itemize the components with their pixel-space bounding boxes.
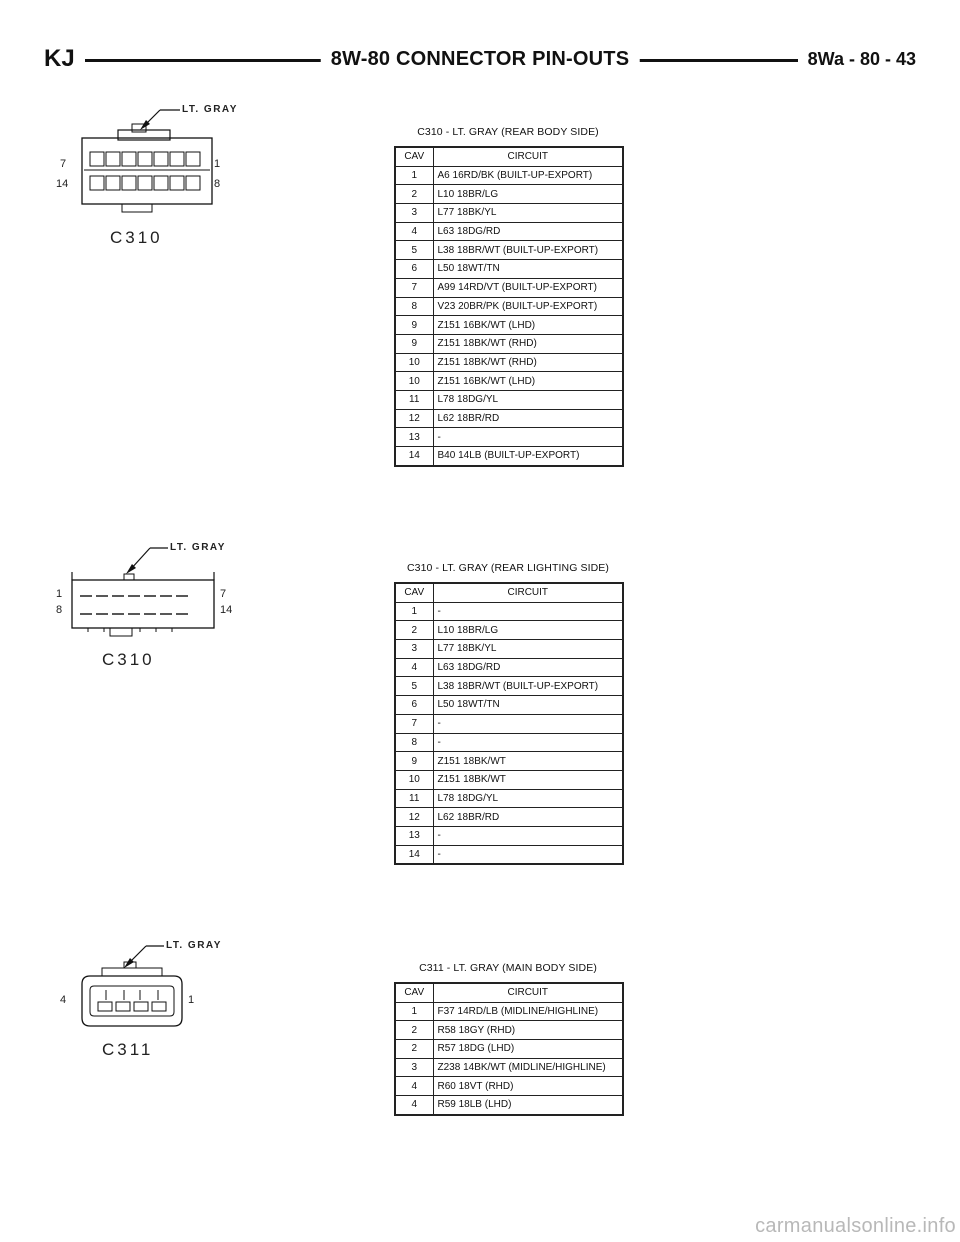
circuit-description: - xyxy=(433,845,623,864)
table-header-row xyxy=(395,147,623,166)
cavity-number: 4 xyxy=(395,1096,433,1115)
table-row xyxy=(395,733,623,752)
circuit-description: R59 18LB (LHD) xyxy=(433,1096,623,1115)
pin-number-top-right: 7 xyxy=(220,588,227,600)
column-header-cav: CAV xyxy=(395,147,433,166)
table-row xyxy=(395,204,623,223)
circuit-description: A6 16RD/BK (BUILT-UP-EXPORT) xyxy=(433,166,623,185)
circuit-description: - xyxy=(433,602,623,621)
cavity-number: 1 xyxy=(395,166,433,185)
table-title: C310 - LT. GRAY (REAR LIGHTING SIDE) xyxy=(407,562,609,574)
pinout-table-c311-body xyxy=(394,962,622,1116)
circuit-description: L77 18BK/YL xyxy=(433,204,623,223)
circuit-description: - xyxy=(433,826,623,845)
table-row xyxy=(395,658,623,677)
cavity-number: 7 xyxy=(395,714,433,733)
connector-diagram-c310-body xyxy=(40,100,260,280)
cavity-number: 4 xyxy=(395,658,433,677)
table-body xyxy=(395,166,623,466)
cavity-number: 5 xyxy=(395,677,433,696)
table-title: C311 - LT. GRAY (MAIN BODY SIDE) xyxy=(419,962,597,974)
pin-number-bottom-right: 14 xyxy=(220,604,233,616)
circuit-description: L63 18DG/RD xyxy=(433,222,623,241)
pinout-table-c310-body xyxy=(394,126,622,467)
table-row xyxy=(395,602,623,621)
circuit-description: B40 14LB (BUILT-UP-EXPORT) xyxy=(433,447,623,466)
circuit-description: L62 18BR/RD xyxy=(433,409,623,428)
pinout-table xyxy=(394,982,624,1116)
circuit-description: L63 18DG/RD xyxy=(433,658,623,677)
table-title: C310 - LT. GRAY (REAR BODY SIDE) xyxy=(417,126,599,138)
circuit-description: L62 18BR/RD xyxy=(433,808,623,827)
table-row xyxy=(395,808,623,827)
table-row xyxy=(395,770,623,789)
table-row xyxy=(395,166,623,185)
table-body xyxy=(395,1002,623,1115)
connector-diagram-c311-body xyxy=(40,936,260,1116)
circuit-description: V23 20BR/PK (BUILT-UP-EXPORT) xyxy=(433,297,623,316)
table-row xyxy=(395,390,623,409)
table-row xyxy=(395,752,623,771)
cavity-number: 2 xyxy=(395,1021,433,1040)
circuit-description: L38 18BR/WT (BUILT-UP-EXPORT) xyxy=(433,241,623,260)
table-row xyxy=(395,621,623,640)
circuit-description: Z151 18BK/WT (RHD) xyxy=(433,353,623,372)
circuit-description: Z238 14BK/WT (MIDLINE/HIGHLINE) xyxy=(433,1058,623,1077)
circuit-description: R57 18DG (LHD) xyxy=(433,1040,623,1059)
pin-number-bottom-left: 14 xyxy=(56,178,69,190)
cavity-number: 12 xyxy=(395,808,433,827)
table-row xyxy=(395,696,623,715)
circuit-description: R60 18VT (RHD) xyxy=(433,1077,623,1096)
column-header-cav: CAV xyxy=(395,983,433,1002)
cavity-number: 10 xyxy=(395,770,433,789)
cavity-number: 6 xyxy=(395,696,433,715)
circuit-description: - xyxy=(433,428,623,447)
table-row xyxy=(395,789,623,808)
header-page-number: 8Wa - 80 - 43 xyxy=(798,46,916,72)
circuit-description: Z151 18BK/WT xyxy=(433,770,623,789)
cavity-number: 13 xyxy=(395,826,433,845)
cavity-number: 2 xyxy=(395,185,433,204)
pin-number-right: 1 xyxy=(188,994,195,1006)
cavity-number: 9 xyxy=(395,752,433,771)
pin-number-top-left: 7 xyxy=(60,158,67,170)
connector-label: C310 xyxy=(102,650,155,669)
cavity-number: 12 xyxy=(395,409,433,428)
pinout-table-c310-lighting xyxy=(394,562,622,865)
cavity-number: 2 xyxy=(395,621,433,640)
watermark: carmanualsonline.info xyxy=(755,1215,956,1237)
table-row xyxy=(395,260,623,279)
page-header xyxy=(44,44,916,74)
cavity-number: 9 xyxy=(395,316,433,335)
color-callout: LT. GRAY xyxy=(166,940,222,951)
table-row xyxy=(395,222,623,241)
table-row xyxy=(395,185,623,204)
table-row xyxy=(395,409,623,428)
circuit-description: - xyxy=(433,714,623,733)
circuit-description: L10 18BR/LG xyxy=(433,185,623,204)
circuit-description: R58 18GY (RHD) xyxy=(433,1021,623,1040)
pinout-table xyxy=(394,582,624,865)
cavity-number: 7 xyxy=(395,278,433,297)
cavity-number: 8 xyxy=(395,297,433,316)
cavity-number: 10 xyxy=(395,372,433,391)
circuit-description: Z151 16BK/WT (LHD) xyxy=(433,372,623,391)
cavity-number: 2 xyxy=(395,1040,433,1059)
color-callout: LT. GRAY xyxy=(170,542,226,553)
cavity-number: 4 xyxy=(395,1077,433,1096)
table-header-row xyxy=(395,583,623,602)
cavity-number: 14 xyxy=(395,447,433,466)
pin-number-bottom-left: 8 xyxy=(56,604,63,616)
table-header-row xyxy=(395,983,623,1002)
circuit-description: Z151 18BK/WT xyxy=(433,752,623,771)
circuit-description: L50 18WT/TN xyxy=(433,260,623,279)
circuit-description: A99 14RD/VT (BUILT-UP-EXPORT) xyxy=(433,278,623,297)
table-row xyxy=(395,334,623,353)
cavity-number: 6 xyxy=(395,260,433,279)
table-row xyxy=(395,353,623,372)
cavity-number: 11 xyxy=(395,789,433,808)
header-section-title: 8W-80 CONNECTOR PIN-OUTS xyxy=(321,46,640,72)
column-header-circuit: CIRCUIT xyxy=(433,983,623,1002)
table-row xyxy=(395,714,623,733)
cavity-number: 3 xyxy=(395,640,433,659)
circuit-description: L10 18BR/LG xyxy=(433,621,623,640)
table-row xyxy=(395,640,623,659)
cavity-number: 8 xyxy=(395,733,433,752)
circuit-description: L77 18BK/YL xyxy=(433,640,623,659)
table-row xyxy=(395,278,623,297)
table-row xyxy=(395,845,623,864)
cavity-number: 14 xyxy=(395,845,433,864)
circuit-description: L78 18DG/YL xyxy=(433,789,623,808)
column-header-circuit: CIRCUIT xyxy=(433,147,623,166)
cavity-number: 3 xyxy=(395,204,433,223)
table-row xyxy=(395,372,623,391)
table-row xyxy=(395,677,623,696)
table-body xyxy=(395,602,623,864)
circuit-description: L50 18WT/TN xyxy=(433,696,623,715)
cavity-number: 1 xyxy=(395,1002,433,1021)
circuit-description: F37 14RD/LB (MIDLINE/HIGHLINE) xyxy=(433,1002,623,1021)
table-row xyxy=(395,1040,623,1059)
connector-diagram-c310-lighting xyxy=(40,536,260,716)
circuit-description: L78 18DG/YL xyxy=(433,390,623,409)
pin-number-top-right: 1 xyxy=(214,158,221,170)
connector-face-drawing xyxy=(40,536,260,696)
pin-number-top-left: 1 xyxy=(56,588,63,600)
circuit-description: Z151 18BK/WT (RHD) xyxy=(433,334,623,353)
table-row xyxy=(395,428,623,447)
table-row xyxy=(395,1021,623,1040)
table-row xyxy=(395,1002,623,1021)
cavity-number: 1 xyxy=(395,602,433,621)
table-row xyxy=(395,447,623,466)
table-row xyxy=(395,241,623,260)
table-row xyxy=(395,316,623,335)
circuit-description: - xyxy=(433,733,623,752)
pinout-table xyxy=(394,146,624,467)
cavity-number: 10 xyxy=(395,353,433,372)
table-row xyxy=(395,297,623,316)
color-callout: LT. GRAY xyxy=(182,104,238,115)
table-row xyxy=(395,1096,623,1115)
column-header-circuit: CIRCUIT xyxy=(433,583,623,602)
column-header-cav: CAV xyxy=(395,583,433,602)
table-row xyxy=(395,1058,623,1077)
cavity-number: 11 xyxy=(395,390,433,409)
cavity-number: 4 xyxy=(395,222,433,241)
circuit-description: Z151 16BK/WT (LHD) xyxy=(433,316,623,335)
table-row xyxy=(395,826,623,845)
pin-number-bottom-right: 8 xyxy=(214,178,221,190)
header-model-code: KJ xyxy=(44,46,85,72)
cavity-number: 9 xyxy=(395,334,433,353)
pin-number-left: 4 xyxy=(60,994,67,1006)
connector-label: C310 xyxy=(110,228,163,247)
table-row xyxy=(395,1077,623,1096)
connector-label: C311 xyxy=(102,1040,154,1059)
cavity-number: 5 xyxy=(395,241,433,260)
cavity-number: 3 xyxy=(395,1058,433,1077)
cavity-number: 13 xyxy=(395,428,433,447)
circuit-description: L38 18BR/WT (BUILT-UP-EXPORT) xyxy=(433,677,623,696)
